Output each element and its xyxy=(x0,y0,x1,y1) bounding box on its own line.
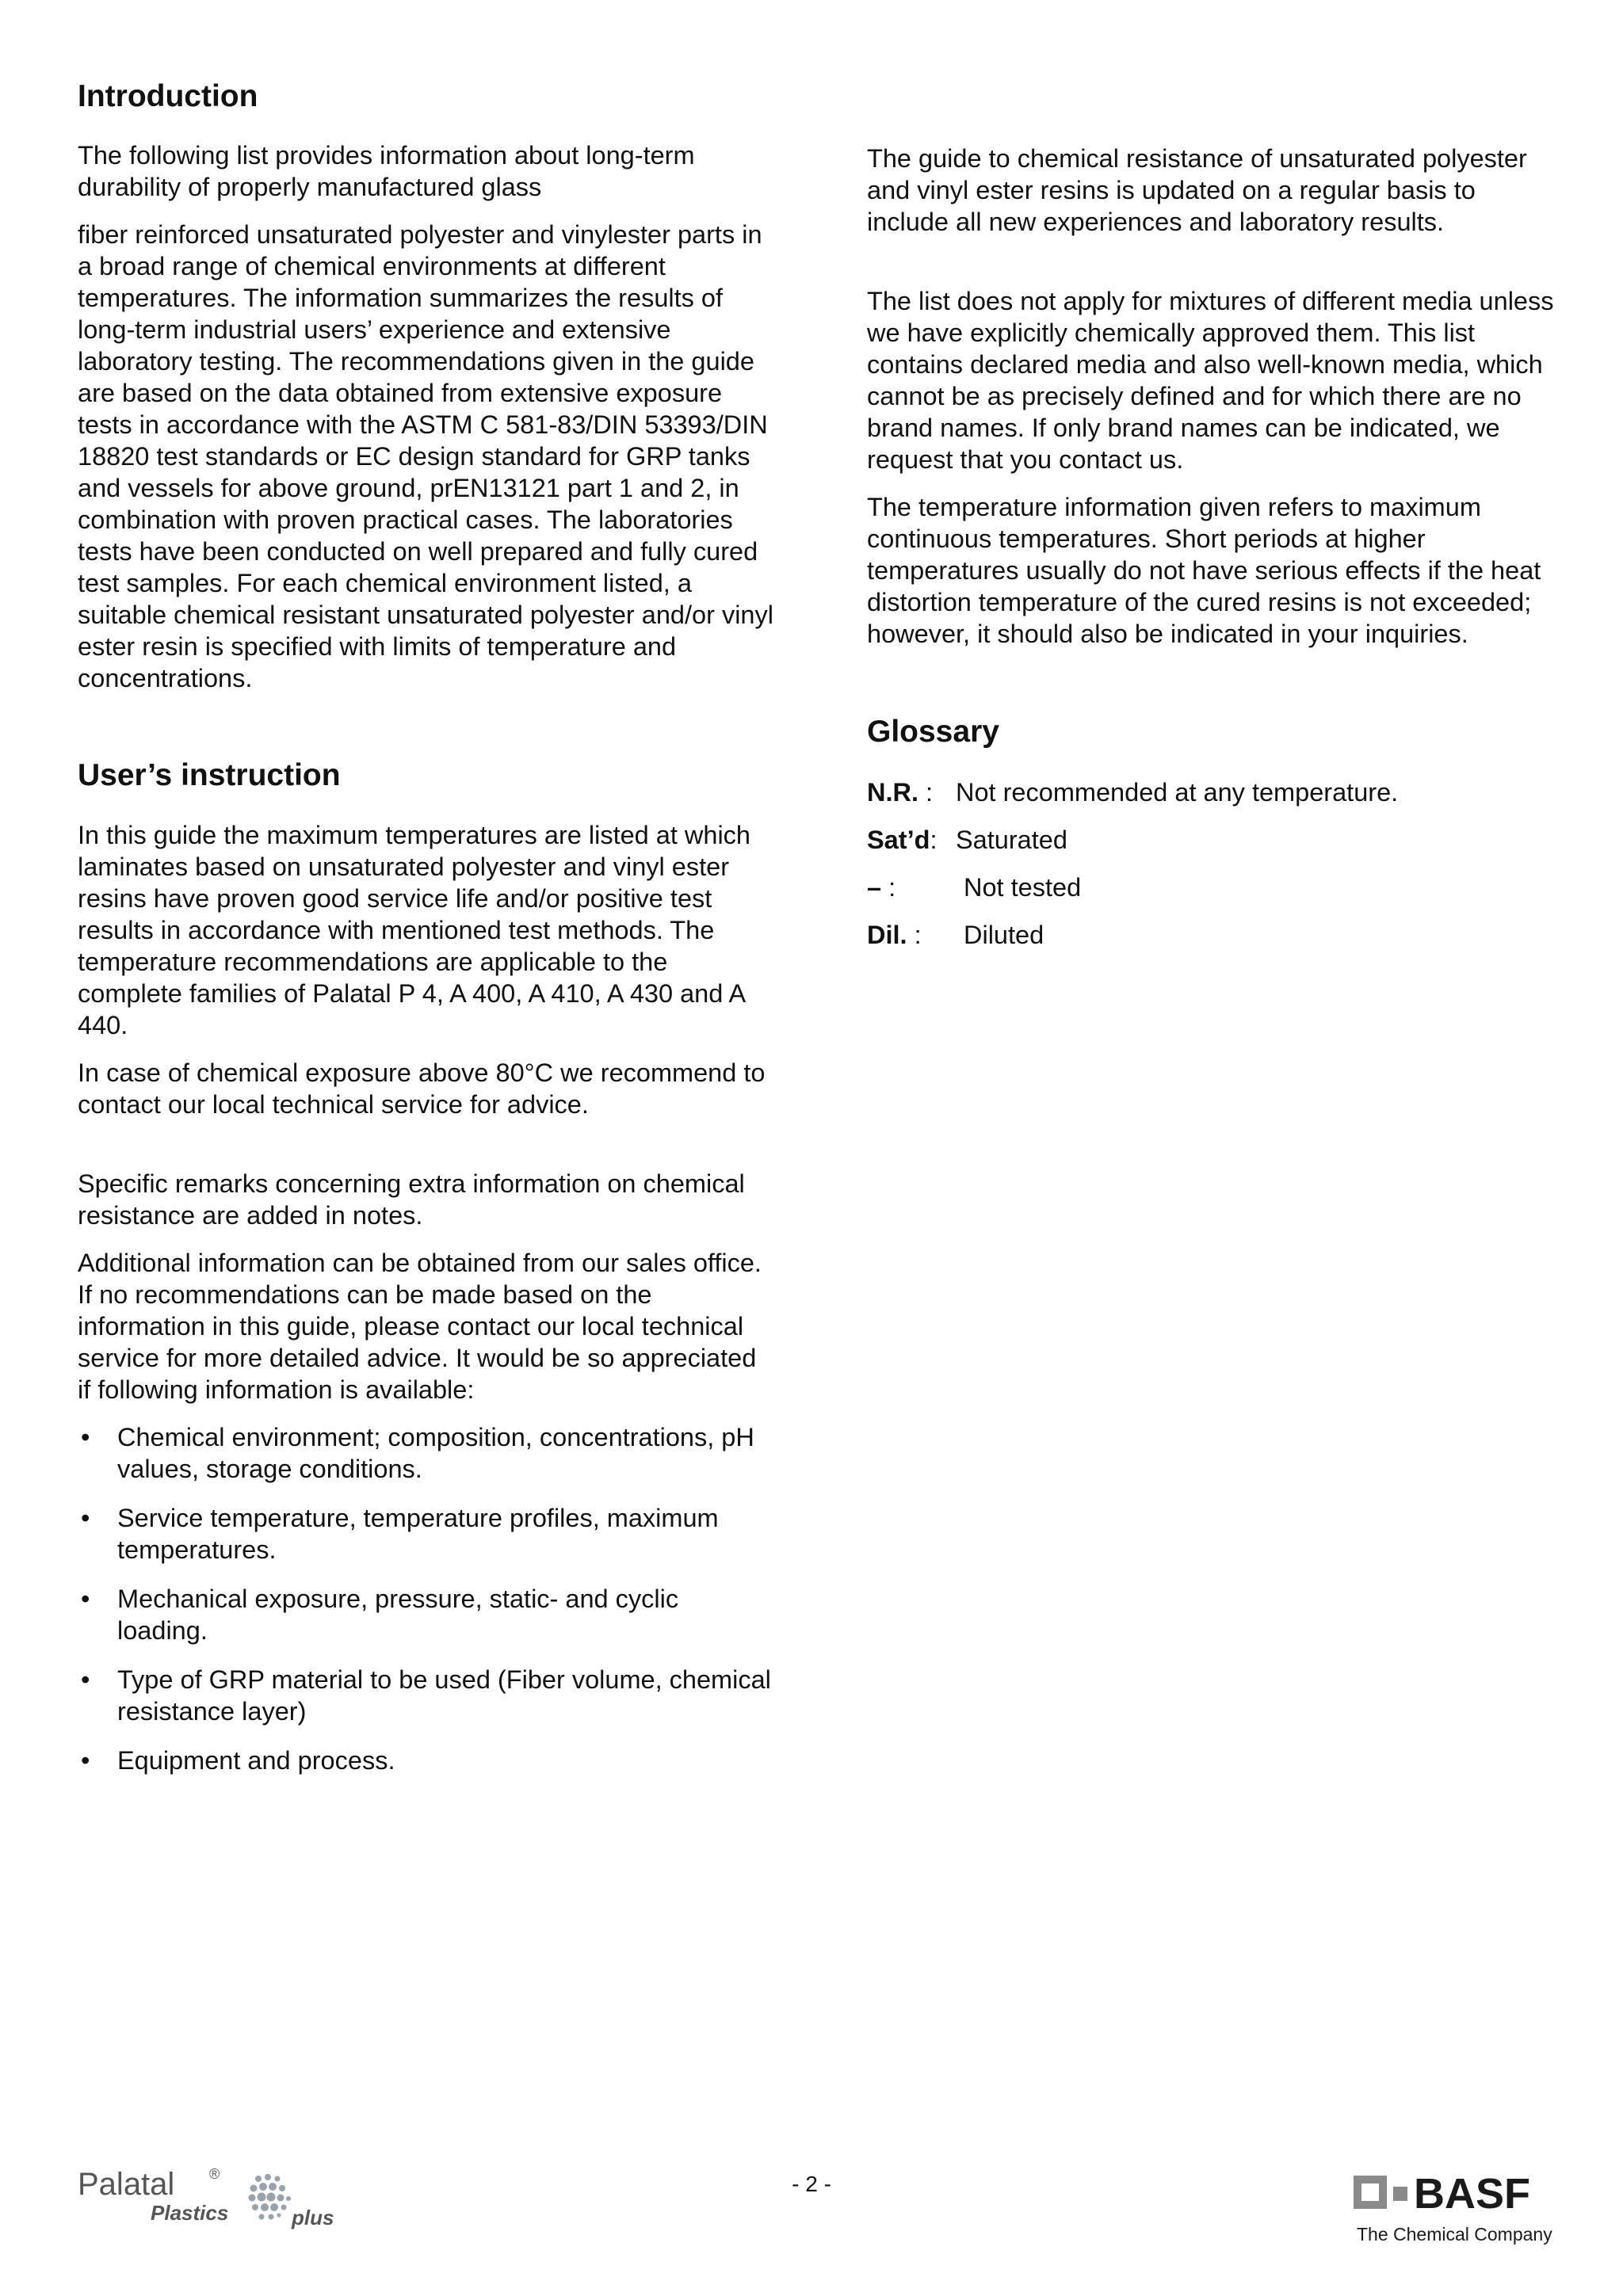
basf-tagline: The Chemical Company xyxy=(1357,2224,1552,2245)
list-item xyxy=(78,1583,775,1646)
palatal-plastics-label: Plastics xyxy=(151,2201,229,2225)
info-bullet-list xyxy=(78,1421,775,1776)
bullet-icon: • xyxy=(81,1504,90,1532)
users-paragraph-1: In this guide the maximum temperatures are listed at which laminates based on unsaturated polyester and vinyl ester resins have proven good service life and/or positive test results in accordance with mentioned test methods. The temperature recommendations are applicable to the complete families of Palatal P 4, A 400, A 410, A 430 and A 440. xyxy=(78,821,750,1039)
list-item-text: Service temperature, temperature profiles, maximum temperatures. xyxy=(117,1504,719,1564)
glossary-term: – xyxy=(867,873,882,902)
glossary-term: Dil. xyxy=(867,921,907,949)
bullet-icon: • xyxy=(81,1423,90,1451)
basf-logo-graphic xyxy=(1352,2168,1566,2247)
glossary-heading: Glossary xyxy=(867,715,999,749)
glossary-row xyxy=(867,919,1044,951)
glossary-separator: : xyxy=(930,826,938,854)
palatal-registered-mark: ® xyxy=(209,2166,220,2182)
intro-paragraph-1: The following list provides information about long-term durability of properly manufactured glass xyxy=(78,141,695,201)
basf-squares-icon xyxy=(1354,2176,1407,2209)
list-item-text: Chemical environment; composition, concentrations, pH values, storage conditions. xyxy=(117,1423,754,1483)
users-paragraph-4: Additional information can be obtained from our sales office. If no recommendations can be made based on the information in this guide, please contact our local technical service for more detailed advice. It would be so appreciated if following information is available: xyxy=(78,1249,762,1404)
glossary-row xyxy=(867,776,1399,808)
glossary-separator: : xyxy=(881,873,896,902)
list-item-text: Equipment and process. xyxy=(117,1746,395,1775)
list-item xyxy=(78,1502,775,1566)
list-item-text: Mechanical exposure, pressure, static- and cyclic loading. xyxy=(117,1585,679,1645)
list-item xyxy=(78,1421,775,1485)
glossary-definition: Not recommended at any temperature. xyxy=(956,778,1399,807)
list-item xyxy=(78,1745,775,1776)
basf-wordmark: BASF xyxy=(1414,2170,1530,2218)
glossary-term: Sat’d xyxy=(867,826,930,854)
glossary-separator: : xyxy=(918,778,934,807)
glossary-definition: Saturated xyxy=(956,826,1067,854)
right-paragraph-3: The temperature information given refers to maximum continuous temperatures. Short periods at higher temperatures usually do not have serious effects if the heat distortion temperature of the cured resins is not exceeded; however, it should also be indicated in your inquiries. xyxy=(867,493,1541,648)
list-item-text: Type of GRP material to be used (Fiber volume, chemical resistance layer) xyxy=(117,1665,771,1726)
introduction-heading: Introduction xyxy=(78,79,258,113)
glossary-row xyxy=(867,871,1082,903)
list-item xyxy=(78,1664,775,1727)
glossary-definition: Not tested xyxy=(964,873,1082,902)
intro-paragraph-2: fiber reinforced unsaturated polyester and vinylester parts in a broad range of chemical environments at different temperatures. The information summarizes the results of long-term industrial users’ experience and extensive laboratory testing. The recommendations given in the guide are based on the data obtained from extensive exposure tests in accordance with the ASTM C 581-83/DIN 53393/DIN 18820 test standards or EC design standard for GRP tanks and vessels for above ground, prEN13121 part 1 and 2, in combination with proven practical cases. The laboratories tests have been conducted on well prepared and fully cured test samples. For each chemical environment listed, a suitable chemical resistant unsaturated polyester and/or vinyl ester resin is specified with limits of temperature and concentrations. xyxy=(78,220,773,692)
users-paragraph-3: Specific remarks concerning extra information on chemical resistance are added in notes. xyxy=(78,1169,745,1230)
glossary-definition: Diluted xyxy=(964,921,1044,949)
glossary-term: N.R. xyxy=(867,778,918,807)
basf-logo xyxy=(1352,2168,1566,2247)
bullet-icon: • xyxy=(81,1585,90,1613)
palatal-wordmark: Palatal xyxy=(78,2167,175,2202)
users-paragraph-2: In case of chemical exposure above 80°C we recommend to contact our local technical service for advice. xyxy=(78,1058,766,1119)
bullet-icon: • xyxy=(81,1746,90,1775)
right-paragraph-2: The list does not apply for mixtures of different media unless we have explicitly chemically approved them. This list contains declared media and also well-known media, which cannot be as precisely defined and for which there are no brand names. If only brand names can be indicated, we request that you contact us. xyxy=(867,287,1554,474)
users-instruction-heading: User’s instruction xyxy=(78,758,341,792)
glossary-row xyxy=(867,824,1067,856)
glossary-separator: : xyxy=(907,921,922,949)
page-number: - 2 - xyxy=(792,2172,831,2196)
bullet-icon: • xyxy=(81,1665,90,1694)
palatal-plus-label: plus xyxy=(292,2206,334,2229)
right-paragraph-1: The guide to chemical resistance of unsaturated polyester and vinyl ester resins is updated on a regular basis to include all new experiences and laboratory results. xyxy=(867,144,1527,236)
